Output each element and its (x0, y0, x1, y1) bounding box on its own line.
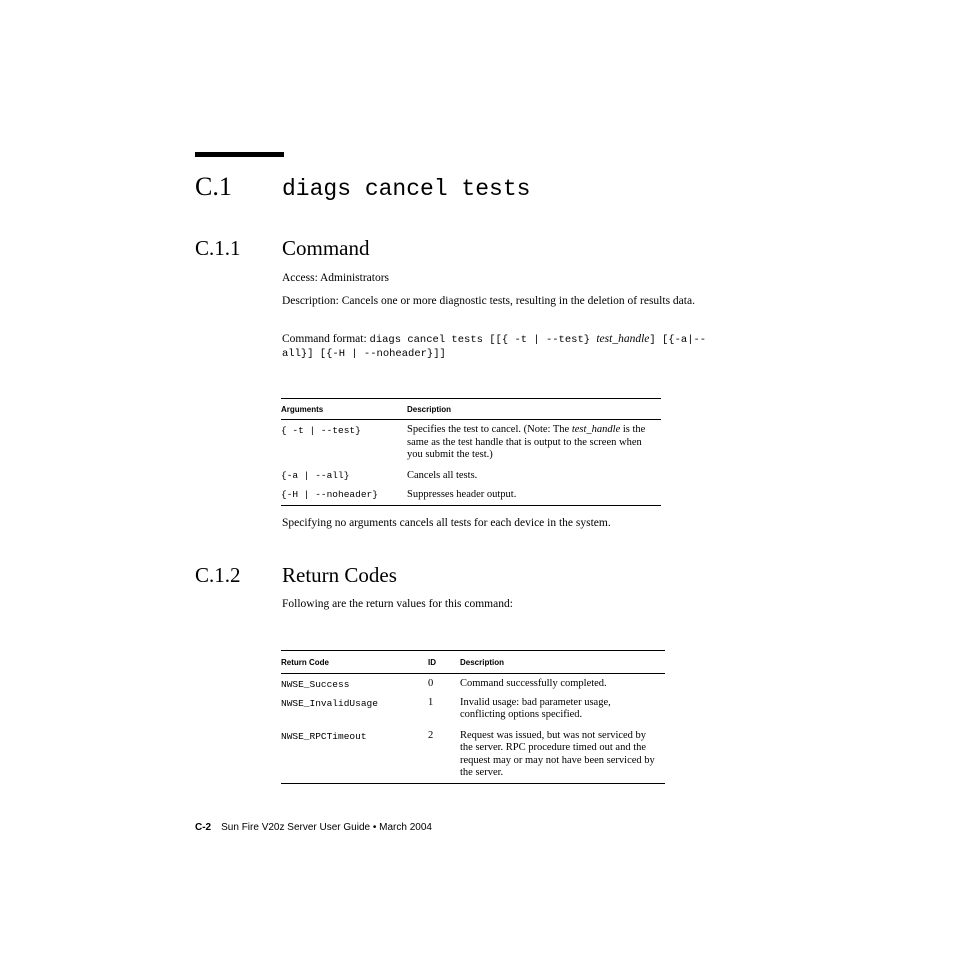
arguments-note: Specifying no arguments cancels all tests for each device in the system. (282, 517, 611, 529)
arguments-table (281, 398, 661, 506)
table-row (281, 730, 665, 784)
table-row (281, 487, 661, 505)
footer-text: Sun Fire V20z Server User Guide • March 2004 (221, 822, 432, 833)
section-number: C.1 (195, 172, 232, 201)
page-footer (195, 822, 432, 833)
command-format-handle: test_handle (596, 333, 650, 345)
description-cell: Command successfully completed. (460, 678, 607, 689)
command-format-code: diags cancel tests [[{ -t | --test} (369, 334, 597, 346)
return-code-cell: NWSE_InvalidUsage (281, 697, 378, 709)
command-format-label: Command format: (282, 333, 370, 345)
table-header-row (281, 651, 665, 674)
subsection-number: C.1.1 (195, 236, 241, 260)
column-header: Return Code (281, 657, 329, 667)
description-cell: Suppresses header output. (407, 489, 517, 500)
subsection-title: Return Codes (282, 563, 397, 587)
column-header: Description (407, 404, 452, 414)
column-header: Arguments (281, 404, 324, 414)
description-text: Description: Cancels one or more diagnostic tests, resulting in the deletion of results data. (282, 295, 695, 307)
table-row (281, 674, 665, 697)
argument-cell: {-a | --all} (281, 469, 350, 481)
table-row (281, 697, 665, 730)
section-rule (195, 152, 284, 157)
description-cell: Request was issued, but was not serviced by the server. RPC procedure timed out and the request may or may not have been serviced by the server. (460, 729, 655, 778)
page-number: C-2 (195, 822, 212, 833)
description-cell (407, 420, 661, 466)
command-format-code-end: ] [{-a|--all}] [{-H | --noheader}]] (282, 334, 707, 360)
return-code-cell: NWSE_Success (281, 679, 350, 690)
access-text: Access: Administrators (282, 272, 389, 284)
description-cell: Cancels all tests. (407, 469, 478, 481)
command-format (282, 333, 722, 361)
id-cell: 2 (428, 729, 434, 741)
id-cell: 1 (428, 696, 434, 708)
id-cell: 0 (428, 678, 434, 689)
subsection-title: Command (282, 236, 370, 260)
return-intro: Following are the return values for this command: (282, 598, 513, 610)
table-header-row (281, 399, 661, 420)
column-header: Description (460, 657, 505, 667)
table-row (281, 420, 661, 466)
argument-cell: { -t | --test} (281, 425, 361, 436)
description-cell: Invalid usage: bad parameter usage, conflicting options specified. (460, 696, 611, 720)
column-header: ID (428, 657, 436, 667)
return-codes-table (281, 650, 665, 784)
subsection-number: C.1.2 (195, 563, 241, 587)
argument-cell: {-H | --noheader} (281, 489, 378, 500)
return-code-cell: NWSE_RPCTimeout (281, 730, 367, 742)
description-text: is the same as the test handle that is output to the screen when you submit the test.) (407, 424, 646, 460)
table-row (281, 466, 661, 488)
description-text: Specifies the test to cancel. (Note: The (407, 424, 572, 435)
description-handle: test_handle (571, 424, 621, 435)
section-title: diags cancel tests (282, 176, 531, 202)
